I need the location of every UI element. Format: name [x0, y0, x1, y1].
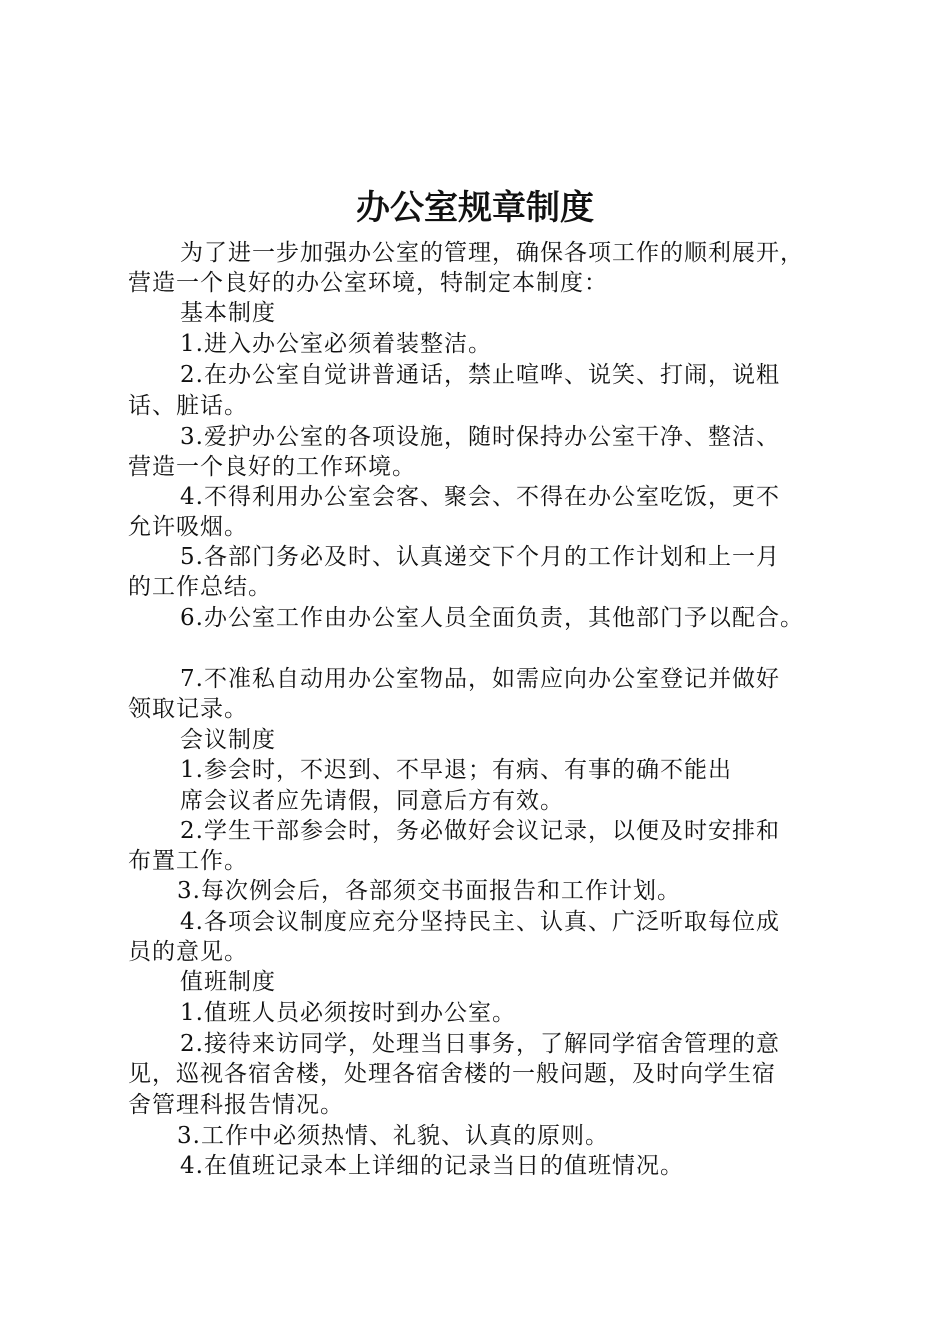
- meeting-rule-2-cont: 布置工作。: [128, 848, 248, 874]
- section-heading-duty: 值班制度: [180, 969, 276, 995]
- meeting-rule-4-cont: 员的意见。: [128, 939, 248, 965]
- meeting-rule-2: 2.学生干部参会时，务必做好会议记录，以便及时安排和: [180, 818, 780, 844]
- basic-rule-7: 7.不准私自动用办公室物品，如需应向办公室登记并做好: [180, 666, 780, 692]
- basic-rule-2-cont: 话、脏话。: [128, 393, 248, 419]
- intro-line-2: 营造一个良好的办公室环境，特制定本制度：: [128, 270, 608, 296]
- duty-rule-1: 1.值班人员必须按时到办公室。: [180, 1000, 516, 1026]
- duty-rule-4: 4.在值班记录本上详细的记录当日的值班情况。: [180, 1153, 684, 1179]
- basic-rule-6: 6.办公室工作由办公室人员全面负责，其他部门予以配合。: [180, 605, 804, 631]
- meeting-rule-1-cont: 席会议者应先请假，同意后方有效。: [180, 788, 564, 814]
- meeting-rule-3: 3.每次例会后，各部须交书面报告和工作计划。: [177, 878, 681, 904]
- duty-rule-2-cont-1: 见，巡视各宿舍楼，处理各宿舍楼的一般问题，及时向学生宿: [128, 1061, 776, 1087]
- basic-rule-1: 1.进入办公室必须着装整洁。: [180, 331, 492, 357]
- basic-rule-2: 2.在办公室自觉讲普通话，禁止喧哗、说笑、打闹，说粗: [180, 362, 780, 388]
- intro-line-1: 为了进一步加强办公室的管理，确保各项工作的顺利展开，: [180, 240, 804, 266]
- meeting-rule-4: 4.各项会议制度应充分坚持民主、认真、广泛听取每位成: [180, 909, 780, 935]
- basic-rule-4-cont: 允许吸烟。: [128, 514, 248, 540]
- section-heading-meeting: 会议制度: [180, 727, 276, 753]
- meeting-rule-1: 1.参会时，不迟到、不早退；有病、有事的确不能出: [180, 757, 732, 783]
- basic-rule-5: 5.各部门务必及时、认真递交下个月的工作计划和上一月: [180, 544, 780, 570]
- document-title: 办公室规章制度: [356, 188, 594, 228]
- basic-rule-5-cont: 的工作总结。: [128, 574, 272, 600]
- basic-rule-3: 3.爱护办公室的各项设施，随时保持办公室干净、整洁、: [180, 424, 780, 450]
- basic-rule-4: 4.不得利用办公室会客、聚会、不得在办公室吃饭，更不: [180, 484, 780, 510]
- basic-rule-7-cont: 领取记录。: [128, 696, 248, 722]
- section-heading-basic: 基本制度: [180, 300, 276, 326]
- duty-rule-3: 3.工作中必须热情、礼貌、认真的原则。: [177, 1123, 609, 1149]
- duty-rule-2-cont-2: 舍管理科报告情况。: [128, 1092, 344, 1118]
- basic-rule-3-cont: 营造一个良好的工作环境。: [128, 454, 416, 480]
- duty-rule-2: 2.接待来访同学，处理当日事务，了解同学宿舍管理的意: [180, 1031, 780, 1057]
